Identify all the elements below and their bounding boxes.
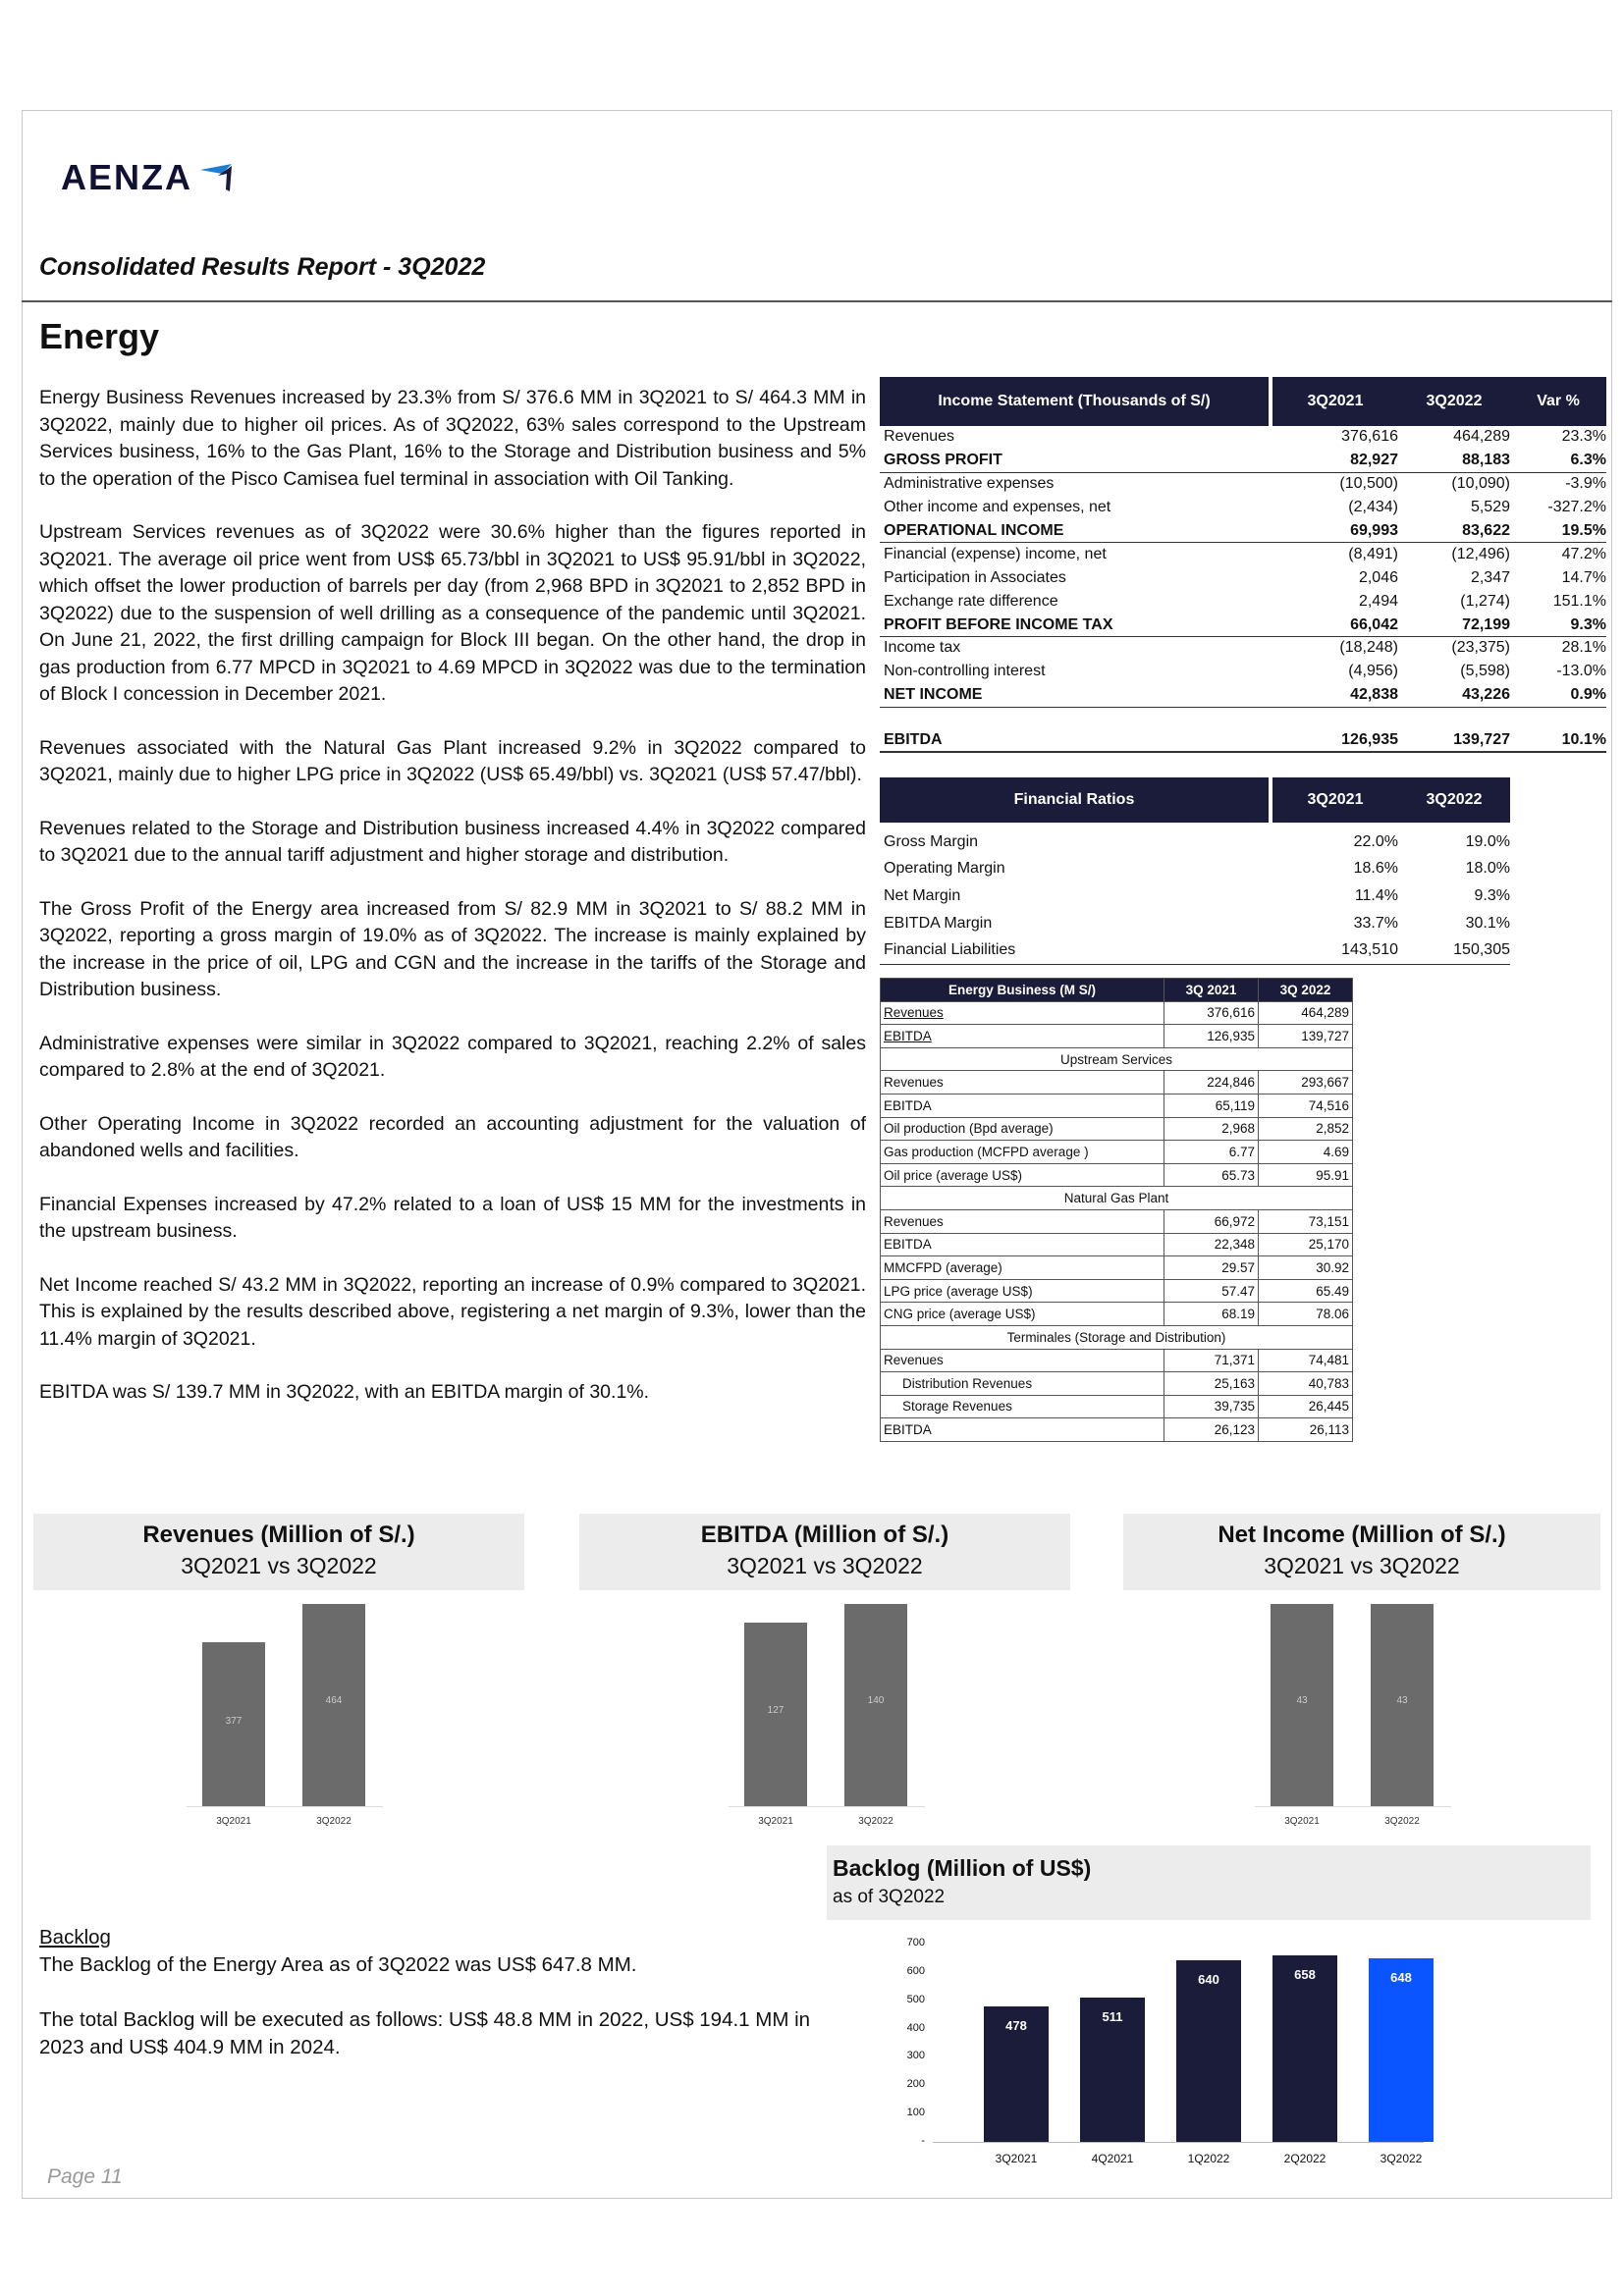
value-3q2022: (12,496) (1451, 545, 1510, 562)
value-var: 151.1% (1552, 592, 1606, 610)
paragraph: The Gross Profit of the Energy area increased from S/ 82.9 MM in 3Q2021 to S/ 88.2 MM in 3Q2022, reporting a gross margin of 19.0% as of 3Q2022. The increase is mainly explained by the increase in the price of oil, LPG and CGN and the increase in the tariffs of the Storage and Distribution business. (39, 897, 866, 1000)
row-label: Storage Revenues (881, 1395, 1164, 1418)
y-tick-label: 700 (906, 1937, 925, 1949)
table-row (880, 661, 1606, 684)
backlog-heading: Backlog (39, 1926, 111, 1949)
row-label: EBITDA (881, 1418, 1164, 1442)
paragraph: Other Operating Income in 3Q2022 recorded an accounting adjustment for the valuation of abandoned wells and facilities. (39, 1112, 866, 1161)
paragraph: Revenues associated with the Natural Gas Plant increased 9.2% in 3Q2022 compared to 3Q2021, mainly due to higher LPG price in 3Q2022 (US$ 65.49/bbl) vs. 3Q2021 (US$ 57.47/bbl). (39, 736, 866, 785)
value-3q2021: 143,510 (1341, 941, 1398, 959)
table-row (880, 910, 1510, 937)
value-3q2022: 88,183 (1462, 452, 1510, 469)
header-divider (22, 300, 1612, 302)
value-3q2021: (18,248) (1339, 639, 1398, 657)
value-var: -13.0% (1556, 663, 1606, 680)
table-row (880, 543, 1606, 566)
value-3q2022: 5,529 (1470, 499, 1510, 516)
value-3q2022: 40,783 (1259, 1372, 1353, 1396)
y-tick-label: 100 (906, 2107, 925, 2119)
ebitda-bar-chart (729, 1600, 945, 1827)
table-row (880, 828, 1510, 856)
bar-2Q2022 (1272, 1955, 1337, 2142)
data-label: 127 (767, 1705, 785, 1717)
value-var: 14.7% (1561, 568, 1606, 586)
row-label: Distribution Revenues (881, 1372, 1164, 1396)
value-var: 0.9% (1570, 686, 1606, 704)
table-row (880, 450, 1606, 473)
section-row (881, 1325, 1353, 1349)
value-var: 9.3% (1570, 615, 1606, 633)
value-3q2022: (23,375) (1451, 639, 1510, 657)
table-row (880, 856, 1510, 883)
y-tick-label: 200 (906, 2078, 925, 2091)
value-3q2022: 26,445 (1259, 1395, 1353, 1418)
section-title: Energy (39, 316, 160, 356)
table-row (881, 1025, 1353, 1048)
section-title: Natural Gas Plant (881, 1187, 1353, 1210)
row-label: EBITDA (881, 1025, 1164, 1048)
body-text (39, 385, 866, 1433)
value-3q2022: 18.0% (1465, 860, 1510, 878)
value-3q2021: 82,927 (1350, 452, 1398, 469)
chart-baseline (933, 2142, 1424, 2143)
row-label: Financial (expense) income, net (884, 545, 1107, 562)
data-label: 640 (1198, 1972, 1219, 1988)
financial-ratios-title: Financial Ratios (880, 777, 1272, 823)
paragraph: Net Income reached S/ 43.2 MM in 3Q2022, reporting an increase of 0.9% compared to 3Q2021. This is explained by the results described above, registering a net margin of 9.3%, lower than the 11.4% margin of 3Q2021. (39, 1273, 866, 1350)
row-label: NET INCOME (884, 686, 983, 704)
x-tick-label: 3Q2022 (1384, 1816, 1420, 1827)
value-var: -327.2% (1547, 499, 1606, 516)
value-3q2022: 30.92 (1259, 1256, 1353, 1280)
row-label: Revenues (881, 1209, 1164, 1233)
data-label: 658 (1294, 1967, 1316, 1983)
x-tick-label: 3Q2022 (316, 1816, 352, 1827)
value-3q2021: 22,348 (1164, 1233, 1259, 1256)
section-row (881, 1047, 1353, 1071)
value-var: 10.1% (1561, 730, 1606, 748)
value-3q2021: 65,119 (1164, 1094, 1259, 1117)
chart-title: EBITDA (Million of S/.) (700, 1522, 949, 1548)
column-header: 3Q2022 (1426, 791, 1483, 808)
value-3q2021: 126,935 (1164, 1025, 1259, 1048)
row-label: EBITDA (884, 730, 943, 748)
table-row (881, 1163, 1353, 1187)
value-3q2021: 2,494 (1358, 592, 1398, 610)
value-3q2022: (10,090) (1451, 475, 1510, 493)
value-3q2022: 4.69 (1259, 1141, 1353, 1164)
x-tick-label: 2Q2022 (1283, 2152, 1326, 2165)
row-label: Revenues (881, 1001, 1164, 1025)
paragraph: Financial Expenses increased by 47.2% related to a loan of US$ 15 MM for the investments in the upstream business. (39, 1193, 866, 1242)
row-label: GROSS PROFIT (884, 452, 1002, 469)
value-3q2021: (8,491) (1348, 545, 1398, 562)
value-3q2022: 464,289 (1259, 1001, 1353, 1025)
table-row (880, 882, 1510, 910)
column-header: 3Q2021 (1307, 791, 1364, 808)
row-label: Gas production (MCFPD average ) (881, 1141, 1164, 1164)
backlog-chart-header (827, 1845, 1591, 1920)
paragraph: Revenues related to the Storage and Distribution business increased 4.4% in 3Q2022 compared to 3Q2021 due to the annual tariff adjustment and higher storage and distribution. (39, 817, 866, 866)
paragraph: Administrative expenses were similar in 3Q2022 compared to 3Q2021, reaching 2.2% of sales compared to 2.8% at the end of 3Q2021. (39, 1032, 866, 1081)
column-header: 3Q 2021 (1164, 979, 1259, 1002)
column-header: 3Q2021 (1307, 393, 1364, 409)
chart-baseline (729, 1806, 925, 1807)
row-label: OPERATIONAL INCOME (884, 522, 1064, 539)
backlog-text (39, 1924, 825, 2089)
chart-subtitle: 3Q2021 vs 3Q2022 (181, 1553, 377, 1578)
data-label: 43 (1296, 1694, 1308, 1706)
table-row (881, 1233, 1353, 1256)
value-3q2021: (10,500) (1339, 475, 1398, 493)
financial-ratios-table (880, 777, 1510, 965)
value-3q2021: 71,371 (1164, 1349, 1259, 1372)
table-row (881, 1001, 1353, 1025)
row-label: Net Margin (884, 886, 961, 904)
value-3q2021: 2,046 (1358, 568, 1398, 586)
table-row (881, 1209, 1353, 1233)
value-3q2022: 150,305 (1453, 941, 1510, 959)
revenues-bar-chart (187, 1600, 403, 1827)
value-3q2022: 9.3% (1474, 886, 1510, 904)
value-3q2022: (1,274) (1460, 592, 1510, 610)
value-3q2021: (4,956) (1348, 663, 1398, 680)
table-row (881, 1141, 1353, 1164)
paragraph: EBITDA was S/ 139.7 MM in 3Q2022, with an EBITDA margin of 30.1%. (39, 1381, 650, 1403)
section-row (881, 1187, 1353, 1210)
value-3q2022: 73,151 (1259, 1209, 1353, 1233)
row-label: Participation in Associates (884, 568, 1066, 586)
value-3q2021: (2,434) (1348, 499, 1398, 516)
row-label: Financial Liabilities (884, 941, 1016, 959)
financial-ratios-header (880, 777, 1510, 823)
value-3q2021: 18.6% (1353, 860, 1398, 878)
logo-mark-icon (196, 160, 236, 195)
value-3q2022: 139,727 (1453, 730, 1510, 748)
net-income-bar-chart (1255, 1600, 1471, 1827)
value-var: 23.3% (1561, 428, 1606, 446)
energy-business-table (880, 978, 1353, 1442)
value-3q2021: 66,972 (1164, 1209, 1259, 1233)
value-3q2022: 95.91 (1259, 1163, 1353, 1187)
y-tick-label: - (921, 2135, 925, 2147)
chart-title: Net Income (Million of S/.) (1218, 1522, 1506, 1548)
income-statement-title: Income Statement (Thousands of S/) (880, 377, 1272, 426)
row-label: Revenues (881, 1071, 1164, 1095)
data-label: 377 (225, 1715, 243, 1727)
row-label: Revenues (881, 1349, 1164, 1372)
bar-3Q2022 (1369, 1958, 1434, 2142)
table-row (881, 1256, 1353, 1280)
value-3q2021: 376,616 (1164, 1001, 1259, 1025)
x-tick-label: 1Q2022 (1187, 2152, 1230, 2165)
row-label: Non-controlling interest (884, 663, 1046, 680)
aenza-logo (61, 157, 236, 198)
row-label: EBITDA Margin (884, 914, 993, 932)
chart-subtitle: as of 3Q2022 (833, 1887, 946, 1907)
table-row (881, 1117, 1353, 1141)
row-label: Operating Margin (884, 860, 1005, 878)
chart-baseline (187, 1806, 383, 1807)
x-tick-label: 3Q2022 (1380, 2152, 1423, 2165)
table-row (881, 1418, 1353, 1442)
row-label: Oil price (average US$) (881, 1163, 1164, 1187)
page-number: Page 11 (47, 2165, 123, 2188)
value-3q2022: 25,170 (1259, 1233, 1353, 1256)
value-3q2022: 74,516 (1259, 1094, 1353, 1117)
value-3q2022: 65.49 (1259, 1279, 1353, 1303)
value-3q2022: 74,481 (1259, 1349, 1353, 1372)
x-tick-label: 3Q2021 (216, 1816, 251, 1827)
value-3q2021: 224,846 (1164, 1071, 1259, 1095)
value-3q2022: 26,113 (1259, 1418, 1353, 1442)
table-row (880, 473, 1606, 497)
data-label: 511 (1102, 2008, 1123, 2024)
column-header: 3Q 2022 (1259, 979, 1353, 1002)
value-3q2021: 6.77 (1164, 1141, 1259, 1164)
row-label: PROFIT BEFORE INCOME TAX (884, 615, 1113, 633)
value-3q2021: 376,616 (1341, 428, 1398, 446)
value-3q2021: 29.57 (1164, 1256, 1259, 1280)
row-label: Income tax (884, 639, 961, 657)
value-var: -3.9% (1565, 475, 1606, 493)
value-3q2021: 68.19 (1164, 1303, 1259, 1326)
ebitda-row (880, 729, 1606, 753)
table-row (880, 637, 1606, 661)
x-tick-label: 3Q2021 (995, 2152, 1038, 2165)
chart-subtitle: 3Q2021 vs 3Q2022 (727, 1553, 923, 1578)
value-3q2021: 2,968 (1164, 1117, 1259, 1141)
paragraph: The total Backlog will be executed as follows: US$ 48.8 MM in 2022, US$ 194.1 MM in 2023 and US$ 404.9 MM in 2024. (39, 2008, 811, 2058)
column-header: 3Q2022 (1426, 393, 1483, 409)
value-3q2021: 65.73 (1164, 1163, 1259, 1187)
row-label: Oil production (Bpd average) (881, 1117, 1164, 1141)
net-income-chart-header (1123, 1514, 1600, 1590)
row-label: Revenues (884, 428, 955, 446)
table-row (881, 1395, 1353, 1418)
chart-title: Revenues (Million of S/.) (142, 1522, 415, 1548)
data-label: 478 (1005, 2018, 1027, 2034)
value-3q2022: (5,598) (1460, 663, 1510, 680)
x-tick-label: 3Q2021 (1284, 1816, 1320, 1827)
revenues-chart-header (33, 1514, 524, 1590)
value-3q2021: 39,735 (1164, 1395, 1259, 1418)
value-3q2021: 66,042 (1350, 615, 1398, 633)
row-label: EBITDA (881, 1233, 1164, 1256)
value-3q2022: 464,289 (1453, 428, 1510, 446)
bar-1Q2022 (1176, 1960, 1241, 2142)
section-title: Terminales (Storage and Distribution) (881, 1325, 1353, 1349)
table-row (881, 1279, 1353, 1303)
table-row (880, 426, 1606, 450)
y-tick-label: 500 (906, 1993, 925, 2005)
row-label: Gross Margin (884, 832, 979, 850)
table-row (881, 1303, 1353, 1326)
y-tick-label: 400 (906, 2021, 925, 2034)
table-row (880, 684, 1606, 708)
value-3q2022: 293,667 (1259, 1071, 1353, 1095)
value-var: 19.5% (1561, 522, 1606, 539)
value-3q2022: 43,226 (1462, 686, 1510, 704)
column-header: Energy Business (M S/) (881, 979, 1164, 1002)
value-3q2021: 42,838 (1350, 686, 1398, 704)
chart-title: Backlog (Million of US$) (833, 1855, 1092, 1881)
column-header: Var % (1537, 393, 1580, 409)
income-statement-header (880, 377, 1606, 426)
row-label: EBITDA (881, 1094, 1164, 1117)
value-3q2022: 2,347 (1470, 568, 1510, 586)
table-row (880, 520, 1606, 544)
data-label: 648 (1390, 1970, 1412, 1985)
table-row (881, 1349, 1353, 1372)
table-row (881, 1372, 1353, 1396)
value-3q2022: 78.06 (1259, 1303, 1353, 1326)
value-3q2021: 25,163 (1164, 1372, 1259, 1396)
row-label: Administrative expenses (884, 475, 1055, 493)
x-tick-label: 3Q2021 (758, 1816, 793, 1827)
logo-text: AENZA (61, 157, 192, 197)
paragraph: Energy Business Revenues increased by 23.3% from S/ 376.6 MM in 3Q2021 to S/ 464.3 MM in 3Q2022, mainly due to higher oil prices. As of 3Q2022, 63% sales correspond to the Upstream Services business, 16% to the Gas Plant, 16% to the Storage and Distribution business and 5% to the operation of the Pisco Camisea fuel terminal in association with Oil Tanking. (39, 387, 866, 490)
table-header-row (881, 979, 1353, 1002)
value-3q2022: 72,199 (1462, 615, 1510, 633)
value-3q2021: 26,123 (1164, 1418, 1259, 1442)
data-label: 464 (325, 1694, 343, 1706)
income-statement-table (880, 377, 1606, 753)
data-label: 43 (1396, 1694, 1408, 1706)
row-label: MMCFPD (average) (881, 1256, 1164, 1280)
data-label: 140 (867, 1694, 885, 1706)
table-row (881, 1094, 1353, 1117)
value-var: 6.3% (1570, 452, 1606, 469)
x-tick-label: 3Q2022 (858, 1816, 893, 1827)
value-var: 28.1% (1561, 639, 1606, 657)
value-3q2021: 33.7% (1353, 914, 1398, 932)
row-label: LPG price (average US$) (881, 1279, 1164, 1303)
table-row (880, 566, 1606, 590)
table-row (881, 1071, 1353, 1095)
backlog-bar-chart (906, 1934, 1483, 2169)
value-3q2021: 57.47 (1164, 1279, 1259, 1303)
paragraph: The Backlog of the Energy Area as of 3Q2022 was US$ 647.8 MM. (39, 1953, 637, 1976)
value-3q2021: 11.4% (1354, 886, 1398, 904)
value-3q2022: 139,727 (1259, 1025, 1353, 1048)
table-row (880, 590, 1606, 614)
y-tick-label: 600 (906, 1964, 925, 1977)
x-tick-label: 4Q2021 (1091, 2152, 1134, 2165)
value-3q2022: 19.0% (1465, 832, 1510, 850)
section-title: Upstream Services (881, 1047, 1353, 1071)
row-label: Other income and expenses, net (884, 499, 1111, 516)
chart-baseline (1255, 1806, 1451, 1807)
paragraph: Upstream Services revenues as of 3Q2022 were 30.6% higher than the figures reported in 3Q2021. The average oil price went from US$ 65.73/bbl in 3Q2021 to US$ 95.91/bbl in 3Q2022, which offset the lower production of barrels per day (from 2,968 BPD in 3Q2021 to 2,852 BPD in 3Q2022) due to the suspension of well drilling as a consequence of the pandemic until 3Q2021. On June 21, 2022, the first drilling campaign for Block III began. On the other hand, the drop in gas production from 6.77 MPCD in 3Q2021 to 4.69 MPCD in 3Q2022 was due to the termination of Block I concession in December 2021. (39, 521, 866, 705)
value-3q2022: 2,852 (1259, 1117, 1353, 1141)
ebitda-chart-header (579, 1514, 1070, 1590)
chart-subtitle: 3Q2021 vs 3Q2022 (1264, 1553, 1460, 1578)
value-3q2021: 69,993 (1350, 522, 1398, 539)
table-row (880, 614, 1606, 637)
value-3q2022: 30.1% (1465, 914, 1510, 932)
value-3q2021: 126,935 (1341, 730, 1398, 748)
value-var: 47.2% (1561, 545, 1606, 562)
row-label: Exchange rate difference (884, 592, 1058, 610)
row-label: CNG price (average US$) (881, 1303, 1164, 1326)
table-row (880, 497, 1606, 520)
value-3q2022: 83,622 (1462, 522, 1510, 539)
report-title: Consolidated Results Report - 3Q2022 (39, 253, 486, 281)
table-row (880, 936, 1510, 964)
value-3q2021: 22.0% (1353, 832, 1398, 850)
y-tick-label: 300 (906, 2050, 925, 2062)
